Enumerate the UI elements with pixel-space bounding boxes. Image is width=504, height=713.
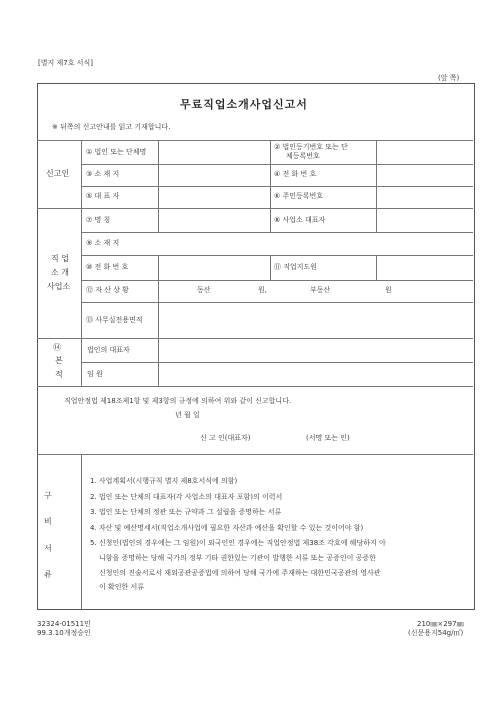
document-item: 5. 신청인(법인의 경우에는 그 임원)이 외국인인 경우에는 직업안정법 제38조 각호에 해당하지 아	[90, 539, 386, 547]
declaration-date: 년 월 일	[175, 411, 200, 419]
footer-size: 210㎜×297㎜	[417, 620, 464, 628]
assets-won-2: 원	[385, 286, 392, 294]
col-line	[158, 302, 159, 338]
col-line	[158, 280, 159, 302]
assets-movable-label: 동산	[197, 286, 211, 294]
form-tag: [별지 제7호 서식]	[38, 59, 93, 67]
field-org-name-label: ① 법인 또는 단체명	[86, 148, 147, 156]
field-corp-rep-label: 법인의 대표자	[87, 346, 130, 354]
declaration-text: 직업안정법 제18조제1항 및 제3항의 규정에 의하여 위와 같이 신고합니다.	[64, 397, 292, 405]
col-line	[270, 255, 271, 280]
row-line	[81, 302, 473, 303]
col-line	[158, 140, 159, 208]
business-section-label-1: 직 업	[51, 254, 69, 263]
field-officers-label: 임 원	[87, 370, 103, 378]
field-office-rep-label: ⑧ 사업소 대표자	[274, 216, 326, 224]
assets-won-1: 원,	[258, 286, 267, 294]
documents-label-4: 류	[44, 570, 52, 579]
field-office-address-label: ⑨ 소 재 지	[86, 239, 120, 247]
col-line	[81, 454, 82, 609]
field-office-name-label: ⑦ 명 칭	[86, 216, 111, 224]
col-line	[376, 140, 377, 208]
col-line	[270, 208, 271, 232]
business-section-label-3: 사업소	[47, 282, 71, 291]
row-line	[81, 232, 473, 233]
document-item-cont: 니함을 증명하는 당해 국가의 정부 기타 권한있는 기관이 발행한 서류 또는 공증인이 공증한	[99, 554, 376, 562]
footer-code: 32324-01511민	[37, 620, 91, 628]
form-title: 무료직업소개사업신고서	[180, 98, 308, 111]
col-line	[376, 255, 377, 280]
field-resident-number-label: ⑥ 주민등록번호	[274, 192, 324, 200]
field-reg-number-label-2: 체등록번호	[286, 152, 320, 160]
col-line	[158, 255, 159, 280]
row-line	[37, 140, 473, 141]
field-representative-label: ⑤ 대 표 자	[86, 192, 120, 200]
footer-paper: (신문용지54g/㎡)	[408, 629, 464, 637]
row-line	[37, 454, 473, 455]
field-office-area-label: ⑬ 사무실전용면적	[86, 316, 143, 324]
documents-label-1: 구	[44, 491, 52, 500]
business-section-label-2: 소 개	[51, 268, 69, 277]
row-line	[81, 164, 473, 165]
field-address-label: ③ 소 재 지	[86, 170, 120, 178]
col-line	[81, 208, 82, 338]
document-item: 4. 자산 및 예산명세서(직업소개사업에 필요한 자산과 예산을 확인할 수 있는 것이어야 함)	[90, 524, 364, 532]
document-item: 2. 법인 또는 단체의 대표자(각 사업소의 대표자 포함)의 이력서	[90, 493, 283, 501]
document-item: 3. 법인 또는 단체의 정관 또는 규약과 그 설립을 증명하는 서류	[90, 508, 282, 516]
col-line	[270, 140, 271, 208]
row-line	[37, 338, 473, 339]
headquarters-label-2: 적	[55, 370, 63, 379]
applicant-section-label: 신고인	[46, 169, 70, 178]
col-line	[81, 140, 82, 208]
documents-label-2: 비	[44, 517, 52, 526]
row-line	[81, 186, 473, 187]
documents-label-3: 서	[44, 544, 52, 553]
assets-real-estate-label: 부동산	[310, 286, 331, 294]
document-item-cont: 이 확인한 서류	[99, 583, 145, 591]
col-line	[376, 208, 377, 232]
row-line	[37, 386, 473, 387]
field-office-phone-label: ⑩ 전 화 번 호	[86, 263, 129, 271]
field-phone-label: ④ 전 화 번 호	[274, 170, 317, 178]
declaration-signer: 신 고 인(대표자)	[200, 434, 251, 442]
row-line	[81, 255, 473, 256]
declaration-sign-placeholder: (서명 또는 인)	[306, 434, 350, 442]
field-reg-number-label: ② 법인등기번호 또는 단	[274, 143, 348, 151]
col-line	[158, 338, 159, 386]
row-line	[81, 280, 473, 281]
footer-approval: 99.3.10개정승인	[37, 629, 91, 637]
field-assets-label: ⑫ 자 산 상 황	[86, 286, 129, 294]
headquarters-label-1: 본	[55, 356, 63, 365]
headquarters-number: ⑭	[53, 343, 61, 352]
document-item-cont: 신청인의 진술서로서 재외공관공증법에 의하여 당해 국가에 주재하는 대한민국공관의 영사관	[99, 569, 381, 577]
page-side: (앞 쪽)	[438, 74, 460, 82]
row-line	[37, 208, 473, 209]
field-counselor-label: ⑪ 직업지도원	[274, 263, 318, 271]
row-line	[81, 362, 473, 363]
col-line	[158, 208, 159, 232]
col-line	[81, 338, 82, 386]
document-item: 1. 사업계획서(시행규칙 별지 제8호서식에 의함)	[90, 477, 238, 485]
notice-text: ※ 뒤쪽의 신고안내를 읽고 기재합니다.	[52, 123, 171, 131]
